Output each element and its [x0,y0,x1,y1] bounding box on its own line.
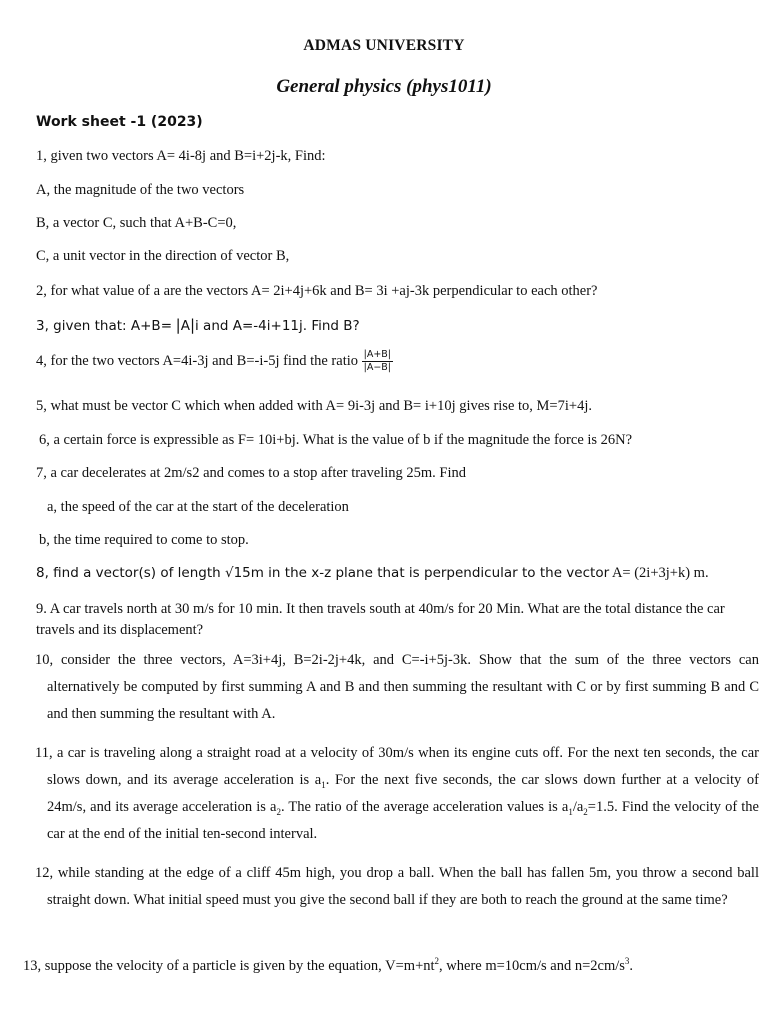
question-1c: C, a unit vector in the direction of vector B, [36,248,290,264]
q11-part-4: /a [572,799,584,815]
fraction-numerator: |A+B| [363,349,392,360]
q11-part-1: 11, a car is traveling along a straight road at a velocity of 30m/s when its engine cuts off. For the next ten seconds, the car slows down, and its average acceleration is a [35,745,759,788]
question-2: 2, for what value of a are the vectors A= 2i+4j+6k and B= 3i +aj-3k perpendicular to each other? [36,283,598,299]
abs-bar-right: | [189,316,196,334]
abs-bar-left: | [175,316,181,334]
university-title: ADMAS UNIVERSITY [303,37,465,54]
q13-sup-2: 3 [624,956,630,967]
question-4-prefix: 4, for the two vectors A=4i-3j and B=-i-5j find the ratio [36,352,358,369]
question-3 [36,316,360,335]
q11-part-2: . For the next five seconds, the car slows down further at a velocity of 24m/s, and its average acceleration is a [47,772,759,815]
question-3-mid: i and A=-4i+11j. Find B? [195,318,360,334]
question-8 [36,565,709,582]
fraction-denominator: |A−B| [363,362,392,373]
course-title: General physics (phys1011) [276,76,492,97]
question-1a: A, the magnitude of the two vectors [36,182,245,198]
question-10: 10, consider the three vectors, A=3i+4j, B=2i-2j+4k, and C=-i+5j-3k. Show that the sum of the three vectors can alternatively be computed by first summing A and B and then summing the resultant with C or by first summing B and C and then summing the resultant with A. [35,652,759,722]
question-3-abs: A [180,318,190,334]
q11-sub-3: 1 [568,806,573,817]
question-4 [36,349,393,374]
question-12: 12, while standing at the edge of a cliff 45m high, you drop a ball. When the ball has fallen 5m, you throw a second ball straight down. What initial speed must you give the second ball if they are both to reach the ground at the same time? [35,865,759,908]
question-8-suffix: A= (2i+3j+k) m. [611,565,709,581]
question-3-prefix: 3, given that: A+B= [36,318,173,334]
question-13 [23,958,633,975]
question-1b: B, a vector C, such that A+B-C=0, [36,215,237,231]
q13-part-1: 13, suppose the velocity of a particle is given by the equation, V=m+nt [23,958,435,974]
q13-part-3: . [629,958,634,974]
question-7b: b, the time required to come to stop. [39,532,249,548]
question-7a: a, the speed of the car at the start of the deceleration [47,499,349,515]
q13-sup-1: 2 [434,956,440,967]
question-7: 7, a car decelerates at 2m/s2 and comes to a stop after traveling 25m. Find [36,465,467,481]
q11-sub-2: 2 [276,806,281,817]
q11-part-5: =1.5. Find the velocity of the car at the end of the initial ten-second interval. [47,799,759,842]
q11-sub-4: 2 [583,806,588,817]
question-1: 1, given two vectors A= 4i-8j and B=i+2j-k, Find: [36,148,326,164]
q11-part-3: . The ratio of the average acceleration values is a [280,799,569,815]
q11-sub-1: 1 [321,779,326,790]
q13-part-2: , where m=10cm/s and n=2cm/s [439,958,625,974]
question-8-prefix: 8, find a vector(s) of length √15m in the x-z plane that is perpendicular to the vector [36,565,610,581]
question-9: 9. A car travels north at 30 m/s for 10 min. It then travels south at 40m/s for 20 Min. What are the total distance the car travels and its displacement? [36,601,725,638]
question-6: 6, a certain force is expressible as F= 10i+bj. What is the value of b if the magnitude the force is 26N? [39,432,633,448]
question-5: 5, what must be vector C which when added with A= 9i-3j and B= i+10j gives rise to, M=7i+4j. [36,398,592,414]
worksheet-title: Work sheet -1 (2023) [36,114,203,130]
question-11 [12,740,759,848]
ratio-fraction [362,349,393,374]
